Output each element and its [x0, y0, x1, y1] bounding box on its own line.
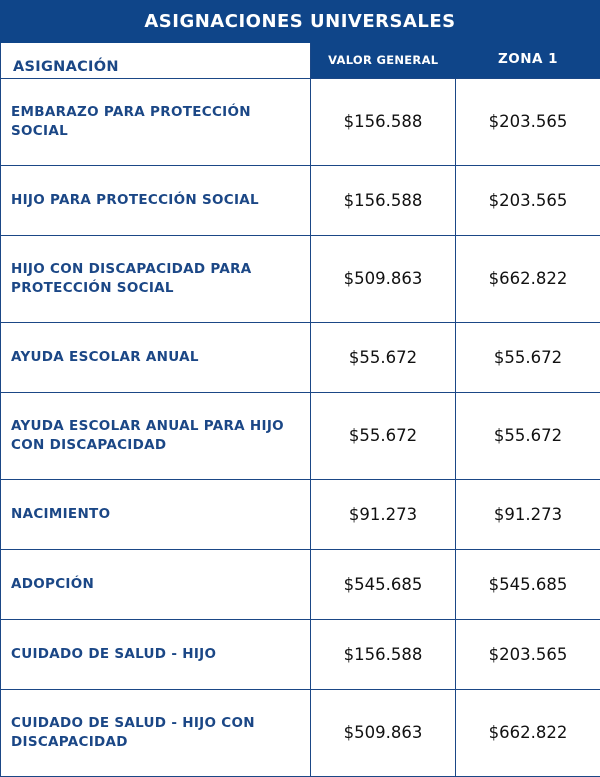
- row-name: CUIDADO DE SALUD - HIJO: [1, 619, 311, 689]
- row-name: AYUDA ESCOLAR ANUAL: [1, 322, 311, 392]
- table-row: [1, 619, 600, 689]
- row-name: CUIDADO DE SALUD - HIJO CON DISCAPACIDAD: [1, 689, 311, 776]
- row-zona-1: $55.672: [456, 322, 600, 392]
- row-valor-general: $91.273: [311, 479, 456, 549]
- row-name: AYUDA ESCOLAR ANUAL PARA HIJO CON DISCAPACIDAD: [1, 392, 311, 479]
- row-valor-general: $156.588: [311, 78, 456, 165]
- table-row: [1, 78, 600, 165]
- row-name: NACIMIENTO: [1, 479, 311, 549]
- row-valor-general: $156.588: [311, 165, 456, 235]
- row-valor-general: $509.863: [311, 235, 456, 322]
- table-row: [1, 322, 600, 392]
- row-zona-1: $203.565: [456, 78, 600, 165]
- row-name: HIJO CON DISCAPACIDAD PARA PROTECCIÓN SOCIAL: [1, 235, 311, 322]
- table-title: ASIGNACIONES UNIVERSALES: [0, 0, 600, 43]
- row-valor-general: $55.672: [311, 322, 456, 392]
- table-row: [1, 479, 600, 549]
- header-asignacion: ASIGNACIÓN: [1, 43, 311, 78]
- row-zona-1: $55.672: [456, 392, 600, 479]
- row-valor-general: $545.685: [311, 549, 456, 619]
- row-zona-1: $545.685: [456, 549, 600, 619]
- table-row: [1, 549, 600, 619]
- row-valor-general: $55.672: [311, 392, 456, 479]
- row-valor-general: $509.863: [311, 689, 456, 776]
- header-row: [1, 43, 600, 78]
- row-name: HIJO PARA PROTECCIÓN SOCIAL: [1, 165, 311, 235]
- row-name: EMBARAZO PARA PROTECCIÓN SOCIAL: [1, 78, 311, 165]
- row-zona-1: $662.822: [456, 689, 600, 776]
- table-row: [1, 165, 600, 235]
- header-zona-1: ZONA 1: [456, 43, 600, 78]
- row-zona-1: $91.273: [456, 479, 600, 549]
- header-valor-general: VALOR GENERAL: [311, 43, 456, 78]
- table-row: [1, 235, 600, 322]
- row-zona-1: $662.822: [456, 235, 600, 322]
- row-name: ADOPCIÓN: [1, 549, 311, 619]
- asignaciones-table: [0, 43, 600, 777]
- row-zona-1: $203.565: [456, 165, 600, 235]
- row-valor-general: $156.588: [311, 619, 456, 689]
- table-row: [1, 689, 600, 776]
- table-row: [1, 392, 600, 479]
- row-zona-1: $203.565: [456, 619, 600, 689]
